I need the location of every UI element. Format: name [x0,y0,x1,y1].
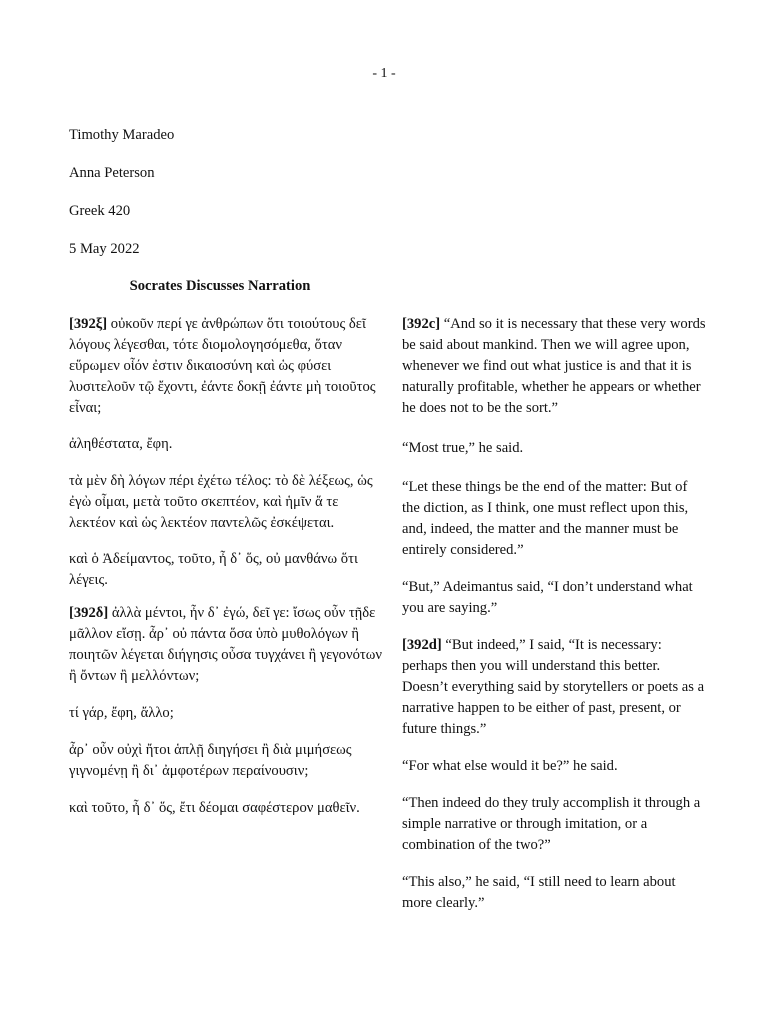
greek-text: τὰ μὲν δὴ λόγων πέρι ἐχέτω τέλος: τὸ δὲ λέξεως, ὡς ἐγὼ οἶμαι, μετὰ τοῦτο σκεπτέον, καὶ ἡμῖν ἅ τε λεκτέον καὶ ὡς λεκτέον παντελῶς ἐσκέψεται. [69,473,373,531]
greek-text: ἀλλὰ μέντοι, ἦν δ᾽ ἐγώ, δεῖ γε: ἴσως οὖν τῇδε μᾶλλον εἴσῃ. ἆρ᾽ οὐ πάντα ὅσα ὑπὸ μυθολόγων ἢ ποιητῶν λέγεται διήγησις οὖσα τυγχάνει ἢ γεγονότων ἢ ὄντων ἢ μελλόντων; [69,605,382,684]
english-stephanus-ref: [392d] [402,637,442,653]
english-text: “Let these things be the end of the matter: But of the diction, as I think, one must reflect upon this, and, indeed, the matter and the manner must be entirely considered.” [402,479,689,558]
greek-text: καὶ τοῦτο, ἦ δ᾽ ὅς, ἔτι δέομαι σαφέστερον μαθεῖν. [69,800,360,816]
greek-text: ἀληθέστατα, ἔφη. [69,436,173,452]
greek-text: τί γάρ, ἔφη, ἄλλο; [69,705,174,721]
greek-paragraph [69,549,387,591]
greek-stephanus-ref: [392δ] [69,605,109,621]
english-text: “Then indeed do they truly accomplish it through a simple narrative or through imitation, or a combination of the two?” [402,795,701,853]
greek-text: καὶ ὁ Ἀδείμαντος, τοῦτο, ἦ δ᾽ ὅς, οὐ μανθάνω ὅτι λέγεις. [69,551,358,588]
greek-paragraph [69,740,387,782]
greek-paragraph [69,314,387,419]
greek-paragraph [69,703,387,724]
english-paragraph [402,793,708,856]
english-paragraph [402,314,708,419]
greek-stephanus-ref: [392ξ] [69,316,108,332]
greek-text: ἆρ᾽ οὖν οὐχὶ ἤτοι ἁπλῇ διηγήσει ἢ διὰ μιμήσεως γιγνομένῃ ἢ δι᾽ ἀμφοτέρων περαίνουσιν; [69,742,352,779]
english-text: “But,” Adeimantus said, “I don’t understand what you are saying.” [402,579,693,616]
author-name: Timothy Maradeo [69,127,175,143]
greek-paragraph [69,434,387,455]
english-text: “For what else would it be?” he said. [402,758,618,774]
english-text: “But indeed,” I said, “It is necessary: perhaps then you will understand this better. Doesn’t everything said by storytellers or poets as a narrative happen to be either of past, present, or future things.” [402,637,705,737]
instructor-name: Anna Peterson [69,165,155,181]
date: 5 May 2022 [69,241,140,257]
english-paragraph [402,872,708,914]
english-paragraph [402,438,708,459]
greek-paragraph [69,471,387,534]
english-text: “And so it is necessary that these very words be said about mankind. Then we will agree upon, whenever we find out what justice is and that it is naturally profitable, whether he appears or whether he does not to be the sort.” [402,316,706,416]
english-paragraph [402,577,708,619]
page-number: - 1 - [372,66,396,81]
greek-text: οὐκοῦν περί γε ἀνθρώπων ὅτι τοιούτους δεῖ λόγους λέγεσθαι, τότε διομολογησόμεθα, ὅταν εὕρωμεν οἷόν ἐστιν δικαιοσύνη καὶ ὡς φύσει λυσιτελοῦν τῷ ἔχοντι, ἐάντε δοκῇ ἐάντε μὴ τοιοῦτος εἶναι; [69,316,376,416]
document-title: Socrates Discusses Narration [129,278,311,294]
english-paragraph [402,635,708,740]
english-text: “Most true,” he said. [402,440,524,456]
english-paragraph [402,756,708,777]
english-paragraph [402,477,708,561]
greek-column [69,314,387,831]
english-stephanus-ref: [392c] [402,316,441,332]
english-text: “This also,” he said, “I still need to learn about more clearly.” [402,874,676,911]
greek-paragraph [69,798,387,819]
english-column [402,314,708,926]
course-name: Greek 420 [69,203,131,219]
greek-paragraph [69,603,387,687]
